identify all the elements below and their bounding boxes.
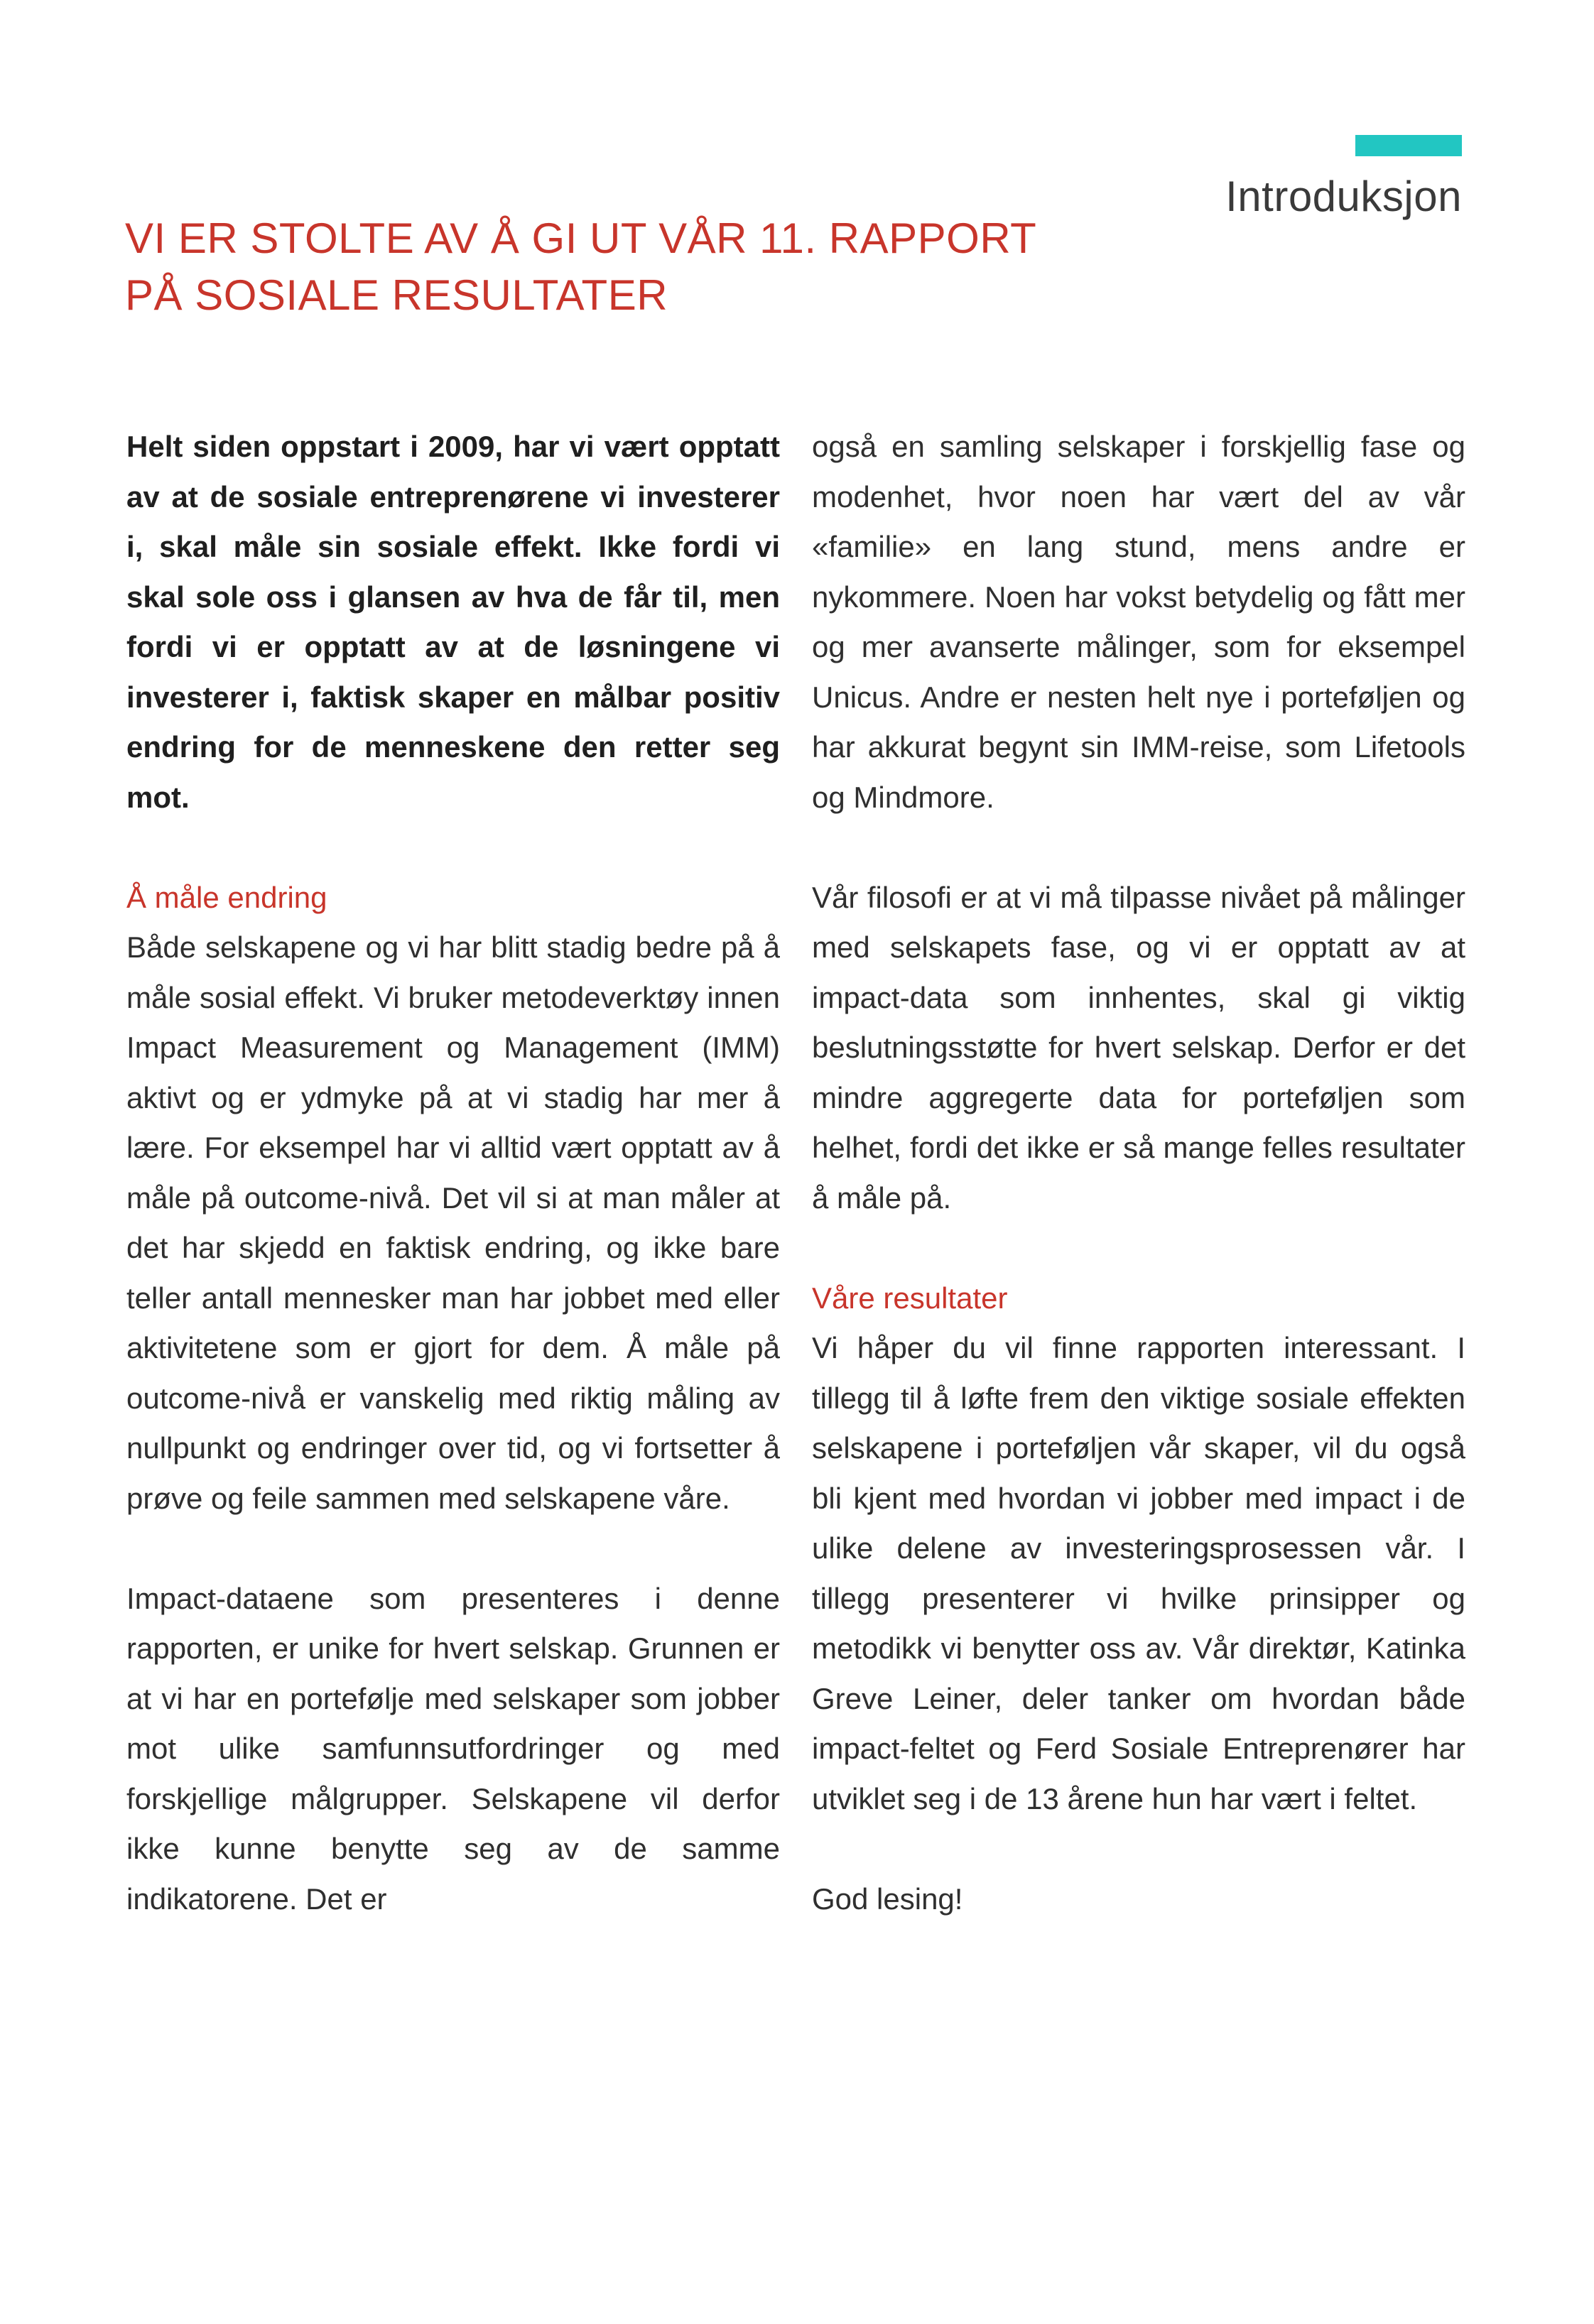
closing-line: God lesing!	[812, 1882, 963, 1916]
right-column	[812, 422, 1465, 1924]
subhead-measuring-change: Å måle endring	[126, 880, 327, 914]
section-label: Introduksjon	[1225, 173, 1462, 220]
body-paragraph: Vi håper du vil finne rapporten interessant. I tillegg til å løfte frem den viktige sosiale effekten selskapene i porteføljen vår skaper, vil du også bli kjent med hvordan vi jobber med impact i de ulike delene av investeringsprosessen vår. I tillegg presenterer vi hvilke prinsipper og metodikk vi benytter oss av. Vår direktør, Katinka Greve Leiner, deler tanker om hvordan både impact-feltet og Ferd Sosiale Entreprenører har utviklet seg i de 13 årene hun har vært i feltet.	[812, 1331, 1465, 1815]
body-paragraph: også en samling selskaper i forskjellig fase og modenhet, hvor noen har vært del av vår «familie» en lang stund, mens andre er nykommere. Noen har vokst betydelig og fått mer og mer avanserte målinger, som for eksempel Unicus. Andre er nesten helt nye i porteføljen og har akkurat begynt sin IMM-reise, som Lifetools og Mindmore.	[812, 430, 1465, 814]
body-paragraph: Vår filosofi er at vi må tilpasse nivået på målinger med selskapets fase, og vi er opptatt av at impact-data som innhentes, skal gi viktig beslutningsstøtte for hvert selskap. Derfor er det mindre aggregerte data for porteføljen som helhet, fordi det ikke er så mange felles resultater å måle på.	[812, 880, 1465, 1215]
page-headline	[125, 210, 1191, 324]
headline-line-1: VI ER STOLTE AV Å GI UT VÅR 11. RAPPORT	[125, 215, 1037, 262]
body-paragraph: Impact-dataene som presenteres i denne rapporten, er unike for hvert selskap. Grunnen er at vi har en portefølje med selskaper som jobber mot ulike samfunnsutfordringer og med forskjellige målgrupper. Selskapene vil derfor ikke kunne benytte seg av de samme indikatorene. Det er	[126, 1581, 780, 1916]
lead-paragraph: Helt siden oppstart i 2009, har vi vært opptatt av at de sosiale entreprenørene vi investerer i, skal måle sin sosiale effekt. Ikke fordi vi skal sole oss i glansen av hva de får til, men fordi vi er opptatt av at de løsningene vi investerer i, faktisk skaper en målbar positiv endring for de menneskene den retter seg mot.	[126, 430, 780, 814]
left-column	[126, 422, 780, 1924]
headline-line-2: PÅ SOSIALE RESULTATER	[125, 271, 668, 319]
subhead-our-results: Våre resultater	[812, 1281, 1008, 1315]
body-paragraph: Både selskapene og vi har blitt stadig bedre på å måle sosial effekt. Vi bruker metodeverktøy innen Impact Measurement og Management (IMM) aktivt og er ydmyke på at vi stadig har mer å lære. For eksempel har vi alltid vært opptatt av å måle på outcome-nivå. Det vil si at man måler at det har skjedd en faktisk endring, og ikke bare teller antall mennesker man har jobbet med eller aktivitetene som er gjort for dem. Å måle på outcome-nivå er vanskelig med riktig måling av nullpunkt og endringer over tid, og vi fortsetter å prøve og feile sammen med selskapene våre.	[126, 930, 780, 1515]
accent-bar	[1355, 135, 1462, 156]
